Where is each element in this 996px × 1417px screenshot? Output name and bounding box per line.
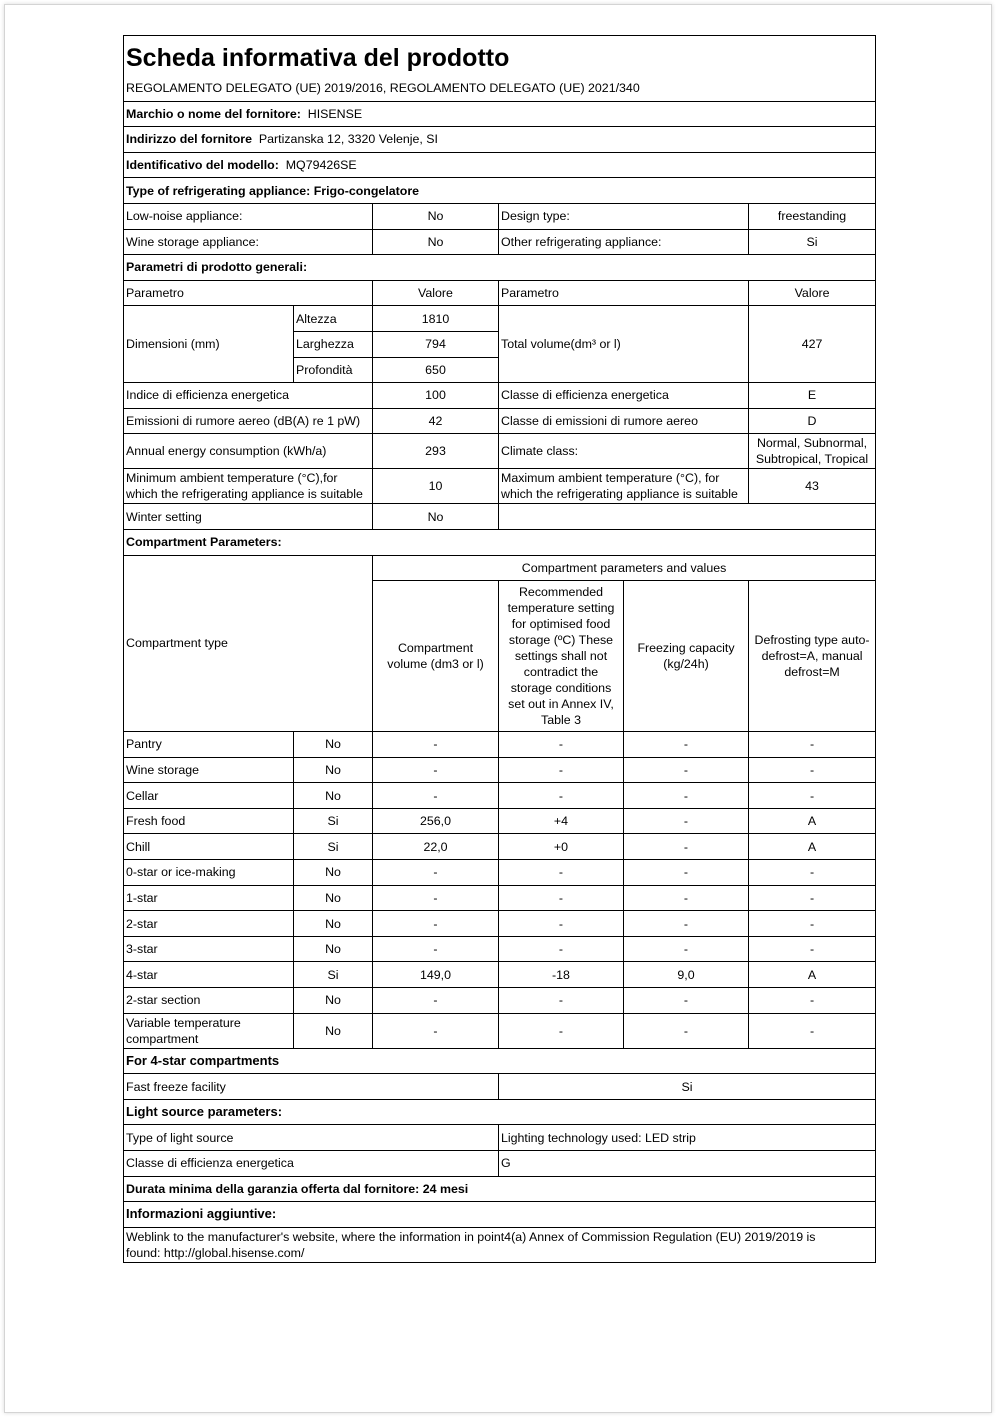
compartment-defrost: - (749, 757, 876, 783)
compartment-volume: - (373, 860, 499, 886)
compartment-volume: - (373, 732, 499, 758)
max-temperature-value: 43 (749, 469, 876, 504)
regulation-reference: REGOLAMENTO DELEGATO (UE) 2019/2016, REGOLAMENTO DELEGATO (UE) 2021/340 (124, 76, 876, 101)
compartment-temp: - (499, 860, 624, 886)
compartment-name: Cellar (124, 783, 294, 809)
compartment-freezing: - (624, 1013, 749, 1048)
min-temperature-label (124, 469, 373, 504)
compartment-temp: - (499, 885, 624, 911)
noise-class-value: D (749, 408, 876, 434)
volume-header-line-2: volume (dm3 or l) (387, 657, 484, 672)
compartment-freezing: - (624, 757, 749, 783)
page-title: Scheda informativa del prodotto (124, 36, 876, 77)
compartment-volume: - (373, 757, 499, 783)
wine-storage-label: Wine storage appliance: (124, 229, 373, 255)
compartment-present: Si (294, 808, 373, 834)
compartment-present: No (294, 1013, 373, 1048)
compartment-temp: - (499, 757, 624, 783)
four-star-heading: For 4-star compartments (124, 1048, 876, 1074)
compartment-present: No (294, 936, 373, 962)
table-row (124, 732, 876, 758)
compartment-present: Si (294, 962, 373, 988)
compartment-freezing: - (624, 885, 749, 911)
compartment-temp: - (499, 911, 624, 937)
table-row (124, 936, 876, 962)
compartment-defrost: A (749, 962, 876, 988)
temp-header-line: set out in Annex IV, (508, 697, 614, 712)
winter-setting-value: No (373, 504, 499, 530)
min-temperature-value: 10 (373, 469, 499, 504)
compartment-freezing: - (624, 988, 749, 1014)
value-column-header: Valore (749, 280, 876, 306)
noise-emission-value: 42 (373, 408, 499, 434)
light-source-type-value: Lighting technology used: LED strip (499, 1125, 876, 1151)
compartment-volume: 256,0 (373, 808, 499, 834)
compartment-type-header: Compartment type (124, 555, 373, 732)
volume-header-line-1: Compartment (397, 641, 474, 656)
compartment-present: No (294, 885, 373, 911)
brand-value: HISENSE (307, 106, 363, 121)
compartment-volume: - (373, 1013, 499, 1048)
compartment-volume: - (373, 988, 499, 1014)
width-value: 794 (373, 331, 499, 357)
compartment-present: No (294, 911, 373, 937)
freezing-capacity-header (624, 581, 749, 732)
compartment-present: No (294, 860, 373, 886)
appliance-type: Type of refrigerating appliance: Frigo-congelatore (124, 178, 876, 204)
defrost-header-line-1: Defrosting type auto- (754, 633, 870, 648)
compartment-defrost: - (749, 936, 876, 962)
energy-class-label: Classe di efficienza energetica (499, 383, 749, 409)
temp-header-line: storage conditions (510, 681, 612, 696)
weblink-info (124, 1227, 876, 1262)
compartment-present: No (294, 783, 373, 809)
compartment-present: No (294, 732, 373, 758)
compartment-present: No (294, 988, 373, 1014)
width-label: Larghezza (294, 331, 373, 357)
temp-header-line: Table 3 (541, 713, 581, 728)
param-column-header: Parametro (124, 280, 373, 306)
compartment-temp: - (499, 783, 624, 809)
supplier-brand-row (124, 101, 876, 127)
compartment-name: Pantry (124, 732, 294, 758)
design-type-label: Design type: (499, 203, 749, 229)
defrost-header-line-3: defrost=M (784, 665, 840, 680)
climate-class-line-2: Subtropical, Tropical (755, 452, 869, 467)
fast-freeze-value: Si (499, 1074, 876, 1100)
compartment-freezing: - (624, 732, 749, 758)
compartment-temp: -18 (499, 962, 624, 988)
compartment-name (124, 1013, 294, 1048)
compartment-volume: 149,0 (373, 962, 499, 988)
compartment-defrost: - (749, 1013, 876, 1048)
compartment-name: 4-star (124, 962, 294, 988)
annual-consumption-label: Annual energy consumption (kWh/a) (124, 434, 373, 469)
max-temperature-label (499, 469, 749, 504)
brand-label: Marchio o nome del fornitore: (126, 106, 301, 121)
compartment-volume: 22,0 (373, 834, 499, 860)
climate-class-label: Climate class: (499, 434, 749, 469)
compartment-defrost: - (749, 783, 876, 809)
light-source-heading: Light source parameters: (124, 1099, 876, 1125)
compartment-present: No (294, 757, 373, 783)
fast-freeze-label: Fast freeze facility (124, 1074, 499, 1100)
supplier-address-row (124, 127, 876, 153)
compartment-temp: - (499, 988, 624, 1014)
other-appliance-label: Other refrigerating appliance: (499, 229, 749, 255)
eei-label: Indice di efficienza energetica (124, 383, 373, 409)
address-label: Indirizzo del fornitore (126, 132, 252, 147)
compartment-freezing: - (624, 860, 749, 886)
temp-header-line: storage (ºC) These (508, 633, 614, 648)
temp-header-line: settings shall not (514, 649, 608, 664)
weblink-line-2: found: http://global.hisense.com/ (126, 1245, 305, 1260)
freezing-header-line-2: (kg/24h) (663, 657, 709, 672)
low-noise-label: Low-noise appliance: (124, 203, 373, 229)
variable-name-line-1: Variable temperature (126, 1015, 241, 1030)
compartment-volume: - (373, 783, 499, 809)
low-noise-value: No (373, 203, 499, 229)
design-type-value: freestanding (749, 203, 876, 229)
table-row (124, 834, 876, 860)
table-row (124, 783, 876, 809)
compartment-defrost: - (749, 988, 876, 1014)
compartment-temp: +0 (499, 834, 624, 860)
defrosting-type-header (749, 581, 876, 732)
compartment-temp: - (499, 936, 624, 962)
temp-header-line: temperature setting (507, 601, 615, 616)
climate-class-value (749, 434, 876, 469)
product-information-sheet (123, 35, 876, 1263)
weblink-line-1: Weblink to the manufacturer's website, where the information in point4(a) Annex of Commission Regulation (EU) 2019/2019 is (126, 1229, 816, 1244)
depth-value: 650 (373, 357, 499, 383)
other-appliance-value: Si (749, 229, 876, 255)
temp-header-line: Recommended (518, 585, 604, 600)
compartment-values-group-header: Compartment parameters and values (373, 555, 876, 581)
compartment-name: Wine storage (124, 757, 294, 783)
compartment-present: Si (294, 834, 373, 860)
warranty-duration: Durata minima della garanzia offerta dal fornitore: 24 mesi (124, 1176, 876, 1202)
compartment-volume: - (373, 911, 499, 937)
depth-label: Profondità (294, 357, 373, 383)
table-row (124, 885, 876, 911)
compartment-volume: - (373, 885, 499, 911)
compartment-freezing: - (624, 936, 749, 962)
min-temperature-label-line-2: which the refrigerating appliance is suitable (126, 487, 363, 502)
height-value: 1810 (373, 306, 499, 332)
table-row (124, 911, 876, 937)
table-row (124, 860, 876, 886)
table-row (124, 1013, 876, 1048)
compartment-temp: - (499, 1013, 624, 1048)
compartment-defrost: - (749, 732, 876, 758)
table-row (124, 988, 876, 1014)
variable-name-line-2: compartment (126, 1031, 199, 1046)
defrost-header-line-2: defrost=A, manual (761, 649, 863, 664)
total-volume-value: 427 (749, 306, 876, 383)
compartment-freezing: - (624, 808, 749, 834)
temp-header-line: for optimised food (511, 617, 611, 632)
compartment-name: 0-star or ice-making (124, 860, 294, 886)
compartment-parameters-heading: Compartment Parameters: (124, 529, 876, 555)
general-parameters-heading: Parametri di prodotto generali: (124, 255, 876, 281)
compartment-name: 2-star section (124, 988, 294, 1014)
compartment-freezing: - (624, 783, 749, 809)
table-row (124, 808, 876, 834)
light-source-type-label: Type of light source (124, 1125, 499, 1151)
compartment-defrost: A (749, 808, 876, 834)
address-value: Partizanska 12, 3320 Velenje, SI (258, 132, 438, 147)
recommended-temperature-header (499, 581, 624, 732)
climate-class-line-1: Normal, Subnormal, (756, 436, 868, 451)
wine-storage-value: No (373, 229, 499, 255)
compartment-temp: +4 (499, 808, 624, 834)
compartment-name: Fresh food (124, 808, 294, 834)
compartment-freezing: - (624, 911, 749, 937)
compartment-defrost: - (749, 860, 876, 886)
freezing-header-line-1: Freezing capacity (637, 641, 735, 656)
model-id-row (124, 152, 876, 178)
compartment-volume: - (373, 936, 499, 962)
energy-class-value: E (749, 383, 876, 409)
value-column-header: Valore (373, 280, 499, 306)
compartment-temp: - (499, 732, 624, 758)
compartment-freezing: 9,0 (624, 962, 749, 988)
compartment-name: 2-star (124, 911, 294, 937)
compartment-name: 1-star (124, 885, 294, 911)
compartment-defrost: - (749, 885, 876, 911)
table-row (124, 757, 876, 783)
min-temperature-label-line-1: Minimum ambient temperature (°C),for (126, 471, 338, 486)
light-energy-class-label: Classe di efficienza energetica (124, 1151, 499, 1177)
model-value: MQ79426SE (285, 158, 357, 173)
max-temperature-label-line-2: which the refrigerating appliance is suitable (501, 487, 738, 502)
annual-consumption-value: 293 (373, 434, 499, 469)
empty-cell (499, 504, 876, 530)
max-temperature-label-line-1: Maximum ambient temperature (°C), for (501, 471, 720, 486)
eei-value: 100 (373, 383, 499, 409)
table-row (124, 962, 876, 988)
total-volume-label: Total volume(dm³ or l) (499, 306, 749, 383)
compartment-name: 3-star (124, 936, 294, 962)
compartment-freezing: - (624, 834, 749, 860)
noise-emission-label: Emissioni di rumore aereo (dB(A) re 1 pW) (124, 408, 373, 434)
compartment-name: Chill (124, 834, 294, 860)
model-label: Identificativo del modello: (126, 158, 279, 173)
compartment-volume-header (373, 581, 499, 732)
temp-header-line: contradict the (523, 665, 599, 680)
light-energy-class-value: G (499, 1151, 876, 1177)
compartment-defrost: - (749, 911, 876, 937)
dimensions-label: Dimensioni (mm) (124, 306, 294, 383)
additional-info-heading: Informazioni aggiuntive: (124, 1202, 876, 1228)
noise-class-label: Classe di emissioni di rumore aereo (499, 408, 749, 434)
winter-setting-label: Winter setting (124, 504, 373, 530)
param-column-header: Parametro (499, 280, 749, 306)
compartment-defrost: A (749, 834, 876, 860)
height-label: Altezza (294, 306, 373, 332)
